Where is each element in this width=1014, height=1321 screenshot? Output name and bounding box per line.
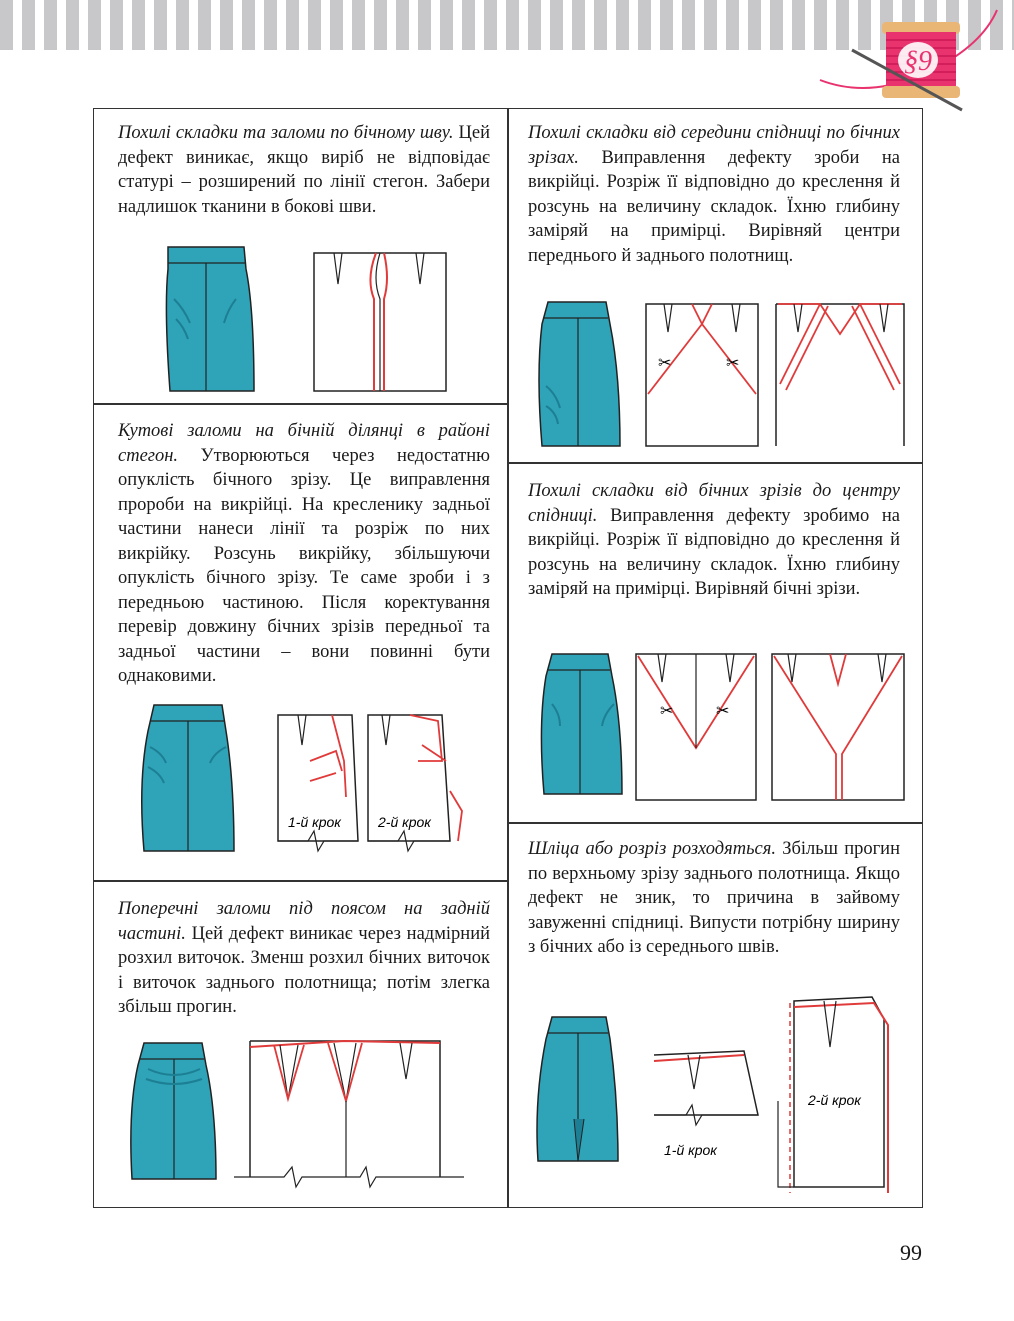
defect-body: Виправлення дефекту зроби на викрійці. Розріж її відповідно до креслення й розсунь на величину складок. Їхню глибину заміряй на примірці. Вирівняй центри переднього й заднього полотнищ. (528, 147, 900, 266)
svg-text:✂: ✂ (716, 703, 730, 720)
section-badge: §9 (904, 46, 932, 77)
defect-illustration-1 (154, 239, 474, 394)
defect-block-5 (528, 479, 900, 602)
defect-title: Кутові заломи на бічній ділянці в районі стегон. (118, 421, 490, 466)
defects-table (93, 108, 923, 1208)
svg-text:✂: ✂ (726, 355, 740, 372)
step-label: 2-й крок (808, 1092, 861, 1108)
defect-title: Похилі складки від бічних зрізів до центру спідниці. (528, 481, 900, 526)
defect-block-4 (528, 121, 900, 268)
defect-title: Шліца або розріз розходяться. (528, 839, 776, 859)
defect-title: Поперечні заломи під поясом на задній частині. (118, 899, 490, 944)
svg-text:✂: ✂ (658, 355, 672, 372)
defect-body: Цей дефект виникає через надмірний розхил виточок. Зменш розхил бічних виточок і виточок заднього полотнища; потім злегка збільш прогин. (118, 923, 490, 1017)
defect-body: Збільш прогин по верхньому зрізу заднього полотнища. Якщо дефект не зник, то причина в зайвому завуженні спідниці. Випусти потрібну ширину з бічних або із середнього швів. (528, 839, 900, 957)
defect-body: Цей дефект виникає, якщо виріб не відповідає статурі – розширений по лінії стегон. Забери надлишок тканини в бокові шви. (118, 123, 490, 217)
step-label: 1-й крок (288, 814, 341, 830)
defect-block-6 (528, 837, 900, 960)
defect-block-1 (118, 121, 490, 219)
defect-illustration-6 (522, 989, 917, 1199)
defect-block-2 (118, 419, 490, 689)
defect-illustration-2 (132, 701, 502, 866)
defect-body: Утворюються через недостатню опуклість бічного зрізу. Це виправлення пророби на викрійці. На кресленику задньої частини нанеси лінії та розріж по них викрійку. Розсунь викрійку, збільшуючи опуклість бічного зрізу. Те саме зроби і з передньою частиною. Після коректування перевір довжину бічних зрізів передньої та задньої частини – вони повинні бути однаковими. (118, 445, 490, 686)
defect-block-3 (118, 897, 490, 1020)
defect-body: Виправлення дефекту зробимо на викрійці. Розріж її відповідно до креслення й розсунь на величину складок. Їхню глибину заміряй на примірці. Вирівняй бічні зрізи. (528, 505, 900, 599)
page-number: 99 (900, 1240, 922, 1265)
thread-spool-icon (812, 0, 1014, 118)
defect-illustration-5 (524, 644, 916, 809)
svg-text:✂: ✂ (660, 703, 674, 720)
defect-illustration-3 (124, 1029, 499, 1199)
step-label: 2-й крок (378, 814, 431, 830)
defect-title: Похилі складки та заломи по бічному шву. (118, 123, 454, 143)
defect-title: Похилі складки від середини спідниці по бічних зрізах. (528, 123, 900, 168)
step-label: 1-й крок (664, 1142, 717, 1158)
defect-illustration-4 (524, 294, 916, 454)
